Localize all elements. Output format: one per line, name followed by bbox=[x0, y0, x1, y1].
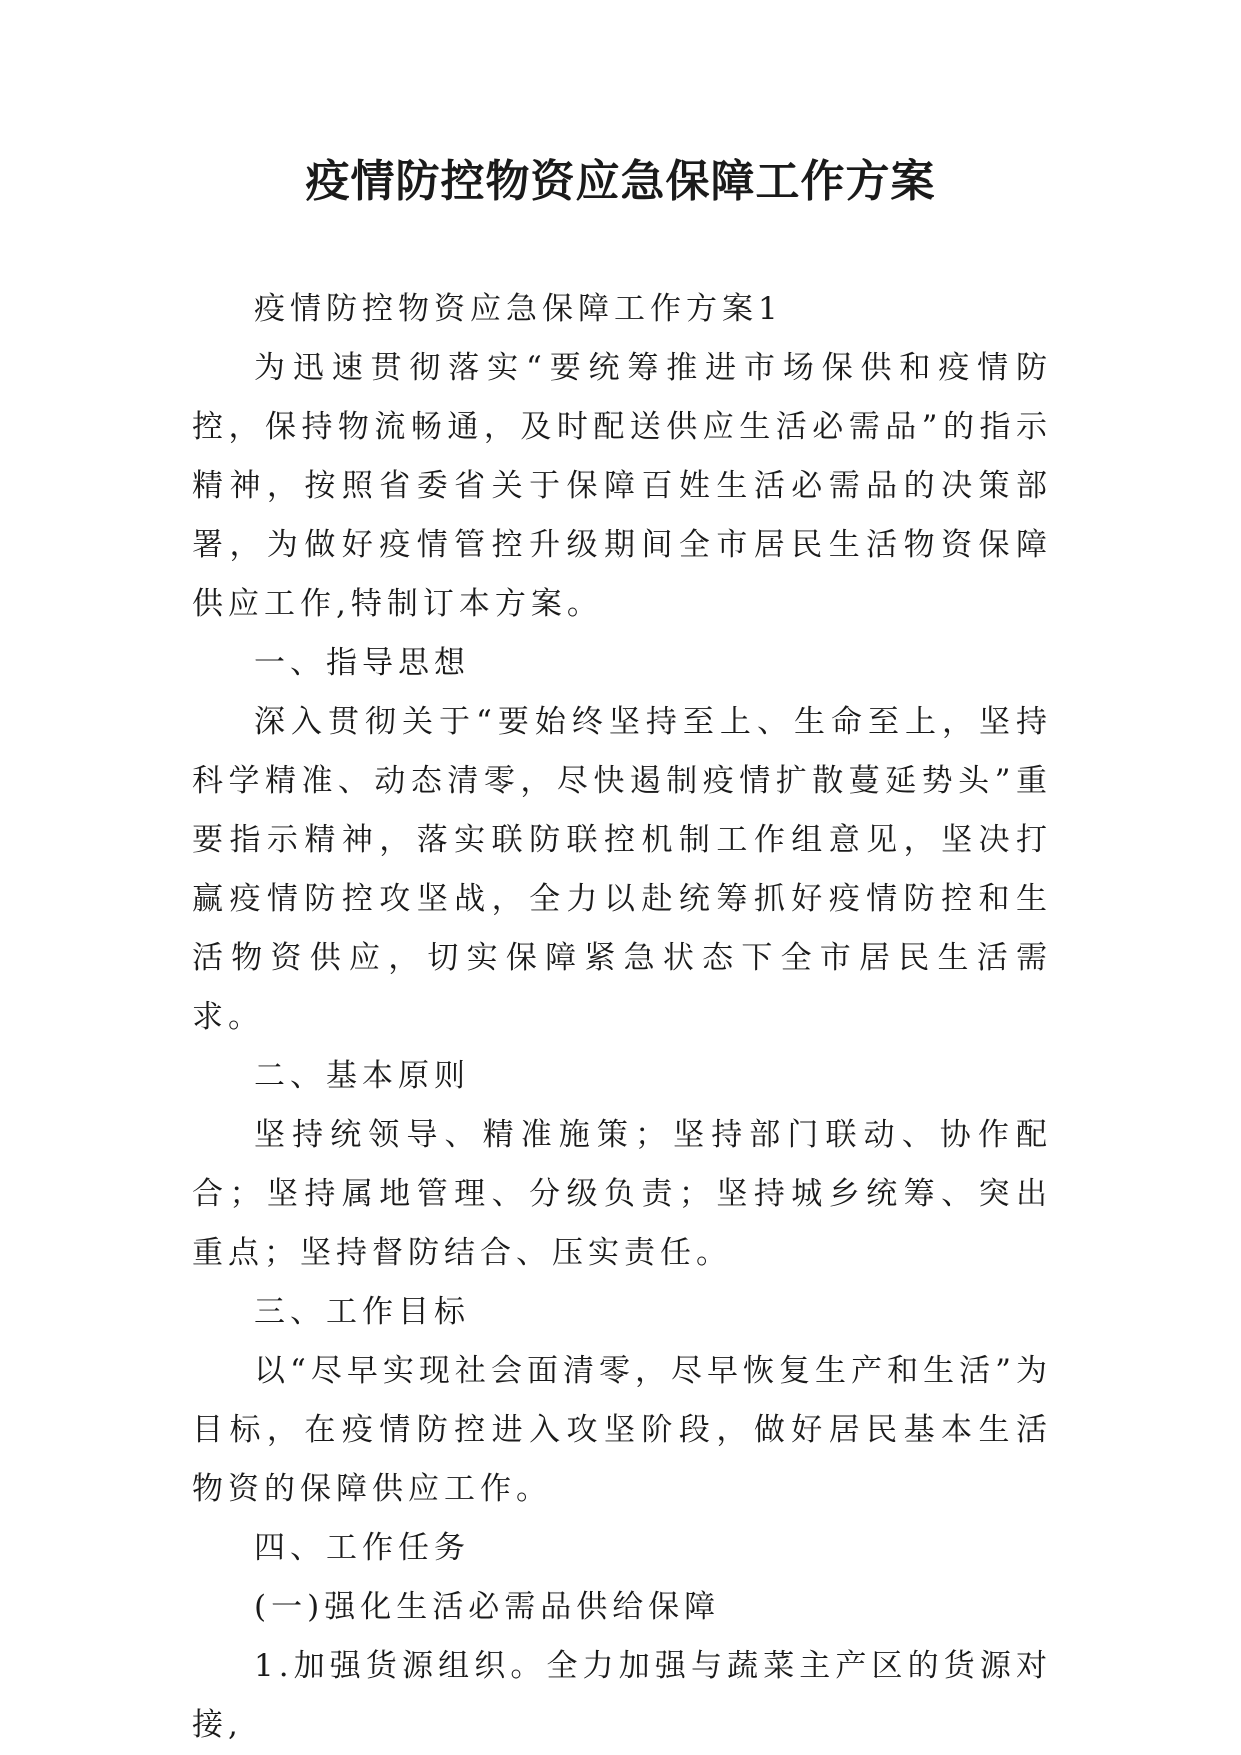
paragraph-subtitle: 疫情防控物资应急保障工作方案1 bbox=[254, 291, 783, 327]
section-heading-basic-principles: 二、基本原则 bbox=[254, 1058, 470, 1094]
section-heading-work-tasks: 四、工作任务 bbox=[254, 1530, 470, 1566]
paragraph-intro: 为迅速贯彻落实“要统筹推进市场保供和疫情防控，保持物流畅通，及时配送供应生活必需品”的指示精神，按照省委省关于保障百姓生活必需品的决策部署，为做好疫情管控升级期间全市居民生活物资保障供应工作,特制订本方案。 bbox=[192, 350, 1052, 622]
paragraph-supply-organization: 1.加强货源组织。全力加强与蔬菜主产区的货源对接, bbox=[192, 1648, 1052, 1743]
section-heading-work-goals: 三、工作目标 bbox=[254, 1294, 470, 1330]
section-heading-guiding-ideology: 一、指导思想 bbox=[254, 645, 470, 681]
paragraph-work-goals: 以“尽早实现社会面清零，尽早恢复生产和生活”为目标，在疫情防控进入攻坚阶段，做好居民基本生活物资的保障供应工作。 bbox=[192, 1353, 1052, 1507]
paragraph-guiding-ideology: 深入贯彻关于“要始终坚持至上、生命至上，坚持科学精准、动态清零，尽快遏制疫情扩散蔓延势头”重要指示精神，落实联防联控机制工作组意见，坚决打赢疫情防控攻坚战，全力以赴统筹抓好疫情防控和生活物资供应，切实保障紧急状态下全市居民生活需求。 bbox=[192, 704, 1052, 1035]
paragraph-basic-principles: 坚持统领导、精准施策；坚持部门联动、协作配合；坚持属地管理、分级负责；坚持城乡统筹、突出重点；坚持督防结合、压实责任。 bbox=[192, 1117, 1052, 1271]
document-body bbox=[192, 280, 1052, 1755]
document-title: 疫情防控物资应急保障工作方案 bbox=[305, 156, 936, 207]
subsection-heading-supply-guarantee: (一)强化生活必需品供给保障 bbox=[254, 1589, 721, 1625]
